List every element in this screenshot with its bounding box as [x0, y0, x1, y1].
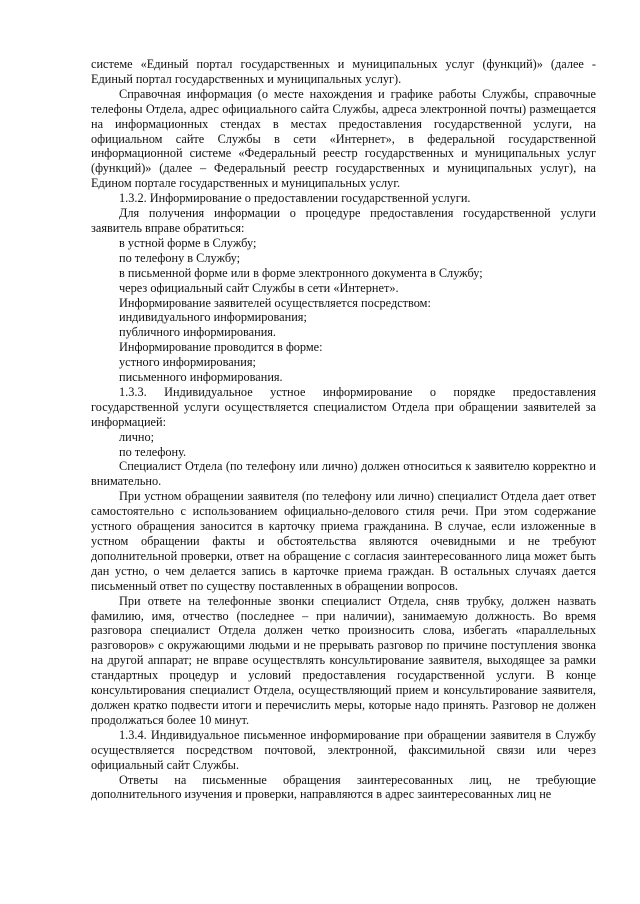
paragraph-continuation: системе «Единый портал государственных и муниципальных услуг (функций)» (далее - Единый портал государственных и муниципальных услуг). [91, 57, 596, 86]
list-item: в письменной форме или в форме электронного документа в Службу; [119, 265, 483, 280]
list-item: Информирование проводится в форме: [119, 340, 323, 355]
paragraph-reference-info: Справочная информация (о месте нахождения и графике работы Службы, справочные телефоны Отдела, адрес официального сайта Службы, адреса электронной почты) размещается на информационных стендах в местах предоставления государственной услуги, на официальном сайте Службы в сети «Интернет», в федеральной государственной информационной системе «Федеральный реестр государственных и муниципальных услуг (функций)» (далее – Федеральный реестр государственных и муниципальных услуг), на Едином портале государственных и муниципальных услуг. [91, 86, 596, 191]
section-1-3-2-heading: 1.3.2. Информирование о предоставлении государственной услуги. [119, 191, 471, 206]
paragraph-applicant-may-apply: Для получения информации о процедуре предоставления государственной услуги заявитель вправе обратиться: [91, 206, 596, 235]
section-1-3-4-paragraph: 1.3.4. Индивидуальное письменное информирование при обращении заявителя в Службу осуществляется посредством почтовой, электронной, факсимильной связи или через официальный сайт Службы. [91, 727, 596, 772]
list-item: Информирование заявителей осуществляется посредством: [119, 295, 431, 310]
paragraph-written-replies: Ответы на письменные обращения заинтересованных лиц, не требующие дополнительного изучения и проверки, направляются в адрес заинтересованных лиц не [91, 772, 596, 802]
list-item: публичного информирования. [119, 325, 277, 340]
list-item: письменного информирования. [119, 370, 283, 385]
paragraph-phone-calls: При ответе на телефонные звонки специалист Отдела, сняв трубку, должен назвать фамилию, имя, отчество (последнее – при наличии), занимаемую должность. Во время разговора специалист Отдела должен четко произносить слова, избегать «параллельных разговоров» с окружающими людьми и не прерывать разговор по причине поступления звонка на другой аппарат; не вправе осуществлять консультирование заявителя, выходящее за рамки стандартных процедур и условий предоставления государственной услуги. В конце консультирования специалист Отдела, осуществляющий прием и консультирование заявителя, должен кратко подвести итоги и перечислить меры, которые надо принять. Разговор не должен продолжаться более 10 минут. [91, 593, 596, 727]
list-item: устного информирования; [119, 355, 256, 370]
paragraph-oral-request: При устном обращении заявителя (по телефону или лично) специалист Отдела дает ответ самостоятельно с использованием официально-делового стиля речи. При этом содержание устного обращения заносится в карточку приема гражданина. В случае, если изложенные в устном обращении факты и обстоятельства являются очевидными и не требуют дополнительной проверки, ответ на обращение с согласия заинтересованного лица может быть дан устно, о чем делается запись в карточке приема граждан. В остальных случаях дается письменный ответ по существу поставленных в обращении вопросов. [91, 489, 596, 593]
section-1-3-3-paragraph: 1.3.3. Индивидуальное устное информирование о порядке предоставления государственной услуги осуществляется специалистом Отдела при обращении заявителей за информацией: [91, 384, 596, 429]
list-item: в устной форме в Службу; [119, 235, 257, 250]
list-item: через официальный сайт Службы в сети «Интернет». [119, 280, 399, 295]
list-item: лично; [119, 429, 155, 444]
list-item: по телефону в Службу; [119, 250, 241, 265]
list-item: индивидуального информирования; [119, 310, 307, 325]
list-item: по телефону. [119, 444, 187, 459]
paragraph-specialist-attitude: Специалист Отдела (по телефону или лично) должен относиться к заявителю корректно и внимательно. [91, 459, 596, 489]
